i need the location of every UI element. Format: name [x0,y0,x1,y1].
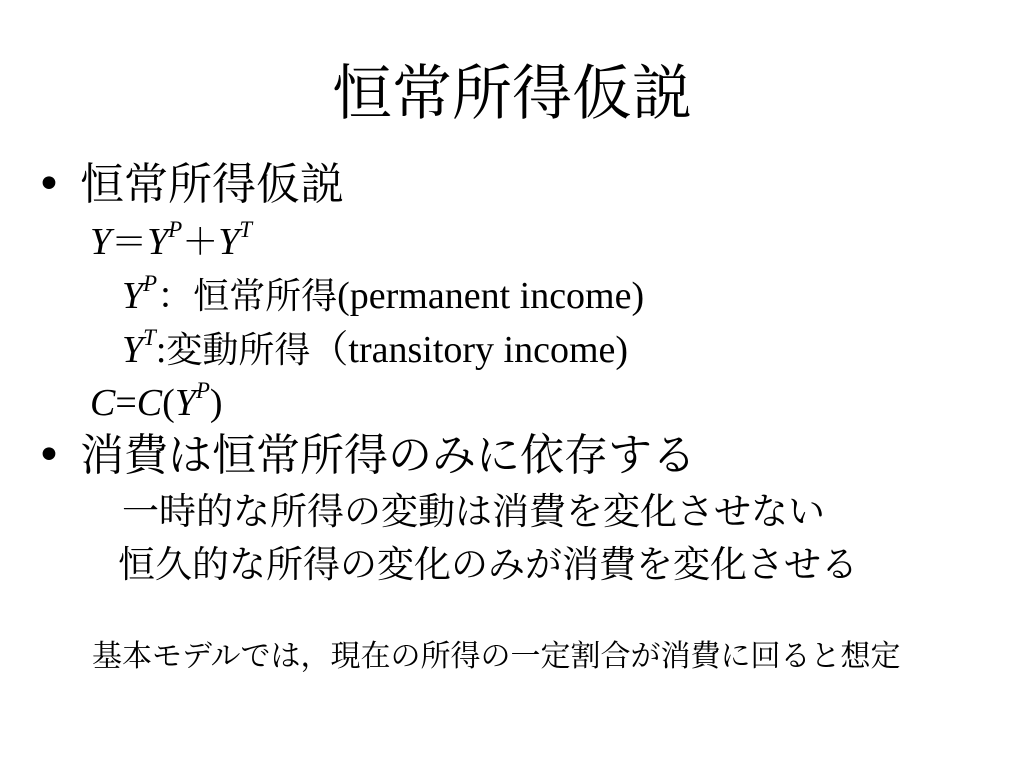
superscript-p: P [168,216,183,242]
var-y-permanent: Y [122,275,144,317]
colon: : [155,329,167,371]
superscript-t: T [143,324,156,350]
var-y: Y [90,221,112,263]
bullet-text: 消費は恒常所得のみに依存する [80,430,696,481]
superscript-t: T [239,216,253,242]
function-c: C [136,382,163,424]
bullet-text: 恒常所得仮説 [80,159,344,210]
equals-sign: ＝ [111,222,148,263]
var-y-transitory: Y [218,221,240,263]
bullet-marker: • [36,159,62,210]
footnote: 基本モデルでは，現在の所得の一定割合が消費に回ると想定 [92,639,901,674]
equals-sign: = [115,382,137,424]
close-paren: ) [209,382,223,424]
label-japanese: 恒常所得 [193,276,338,317]
plus-sign: ＋ [182,222,219,263]
sub-line-temporary: 一時的な所得の変動は消費を変化させない [122,490,825,533]
slide-title: 恒常所得仮説 [332,59,692,129]
superscript-p: P [195,377,210,403]
definition-permanent-income [122,270,645,319]
var-y-permanent: Y [147,221,169,263]
bullet-marker: • [36,430,62,481]
label-japanese: 変動所得 [166,330,311,371]
colon: ： [157,276,194,317]
superscript-p: P [143,270,158,296]
sub-line-permanent: 恒久的な所得の変化のみが消費を変化させる [118,543,858,586]
var-y-transitory: Y [122,329,144,371]
definition-transitory-income [122,324,629,373]
open-paren: ( [162,382,175,424]
bullet-item-hypothesis [36,159,344,211]
bullet-item-consumption [36,430,696,482]
var-y-permanent: Y [174,382,196,424]
label-english: （transitory income) [310,329,629,371]
var-c: C [90,382,116,424]
formula-income-identity [90,216,253,265]
label-english: (permanent income) [337,275,645,317]
formula-consumption-function [90,377,223,425]
